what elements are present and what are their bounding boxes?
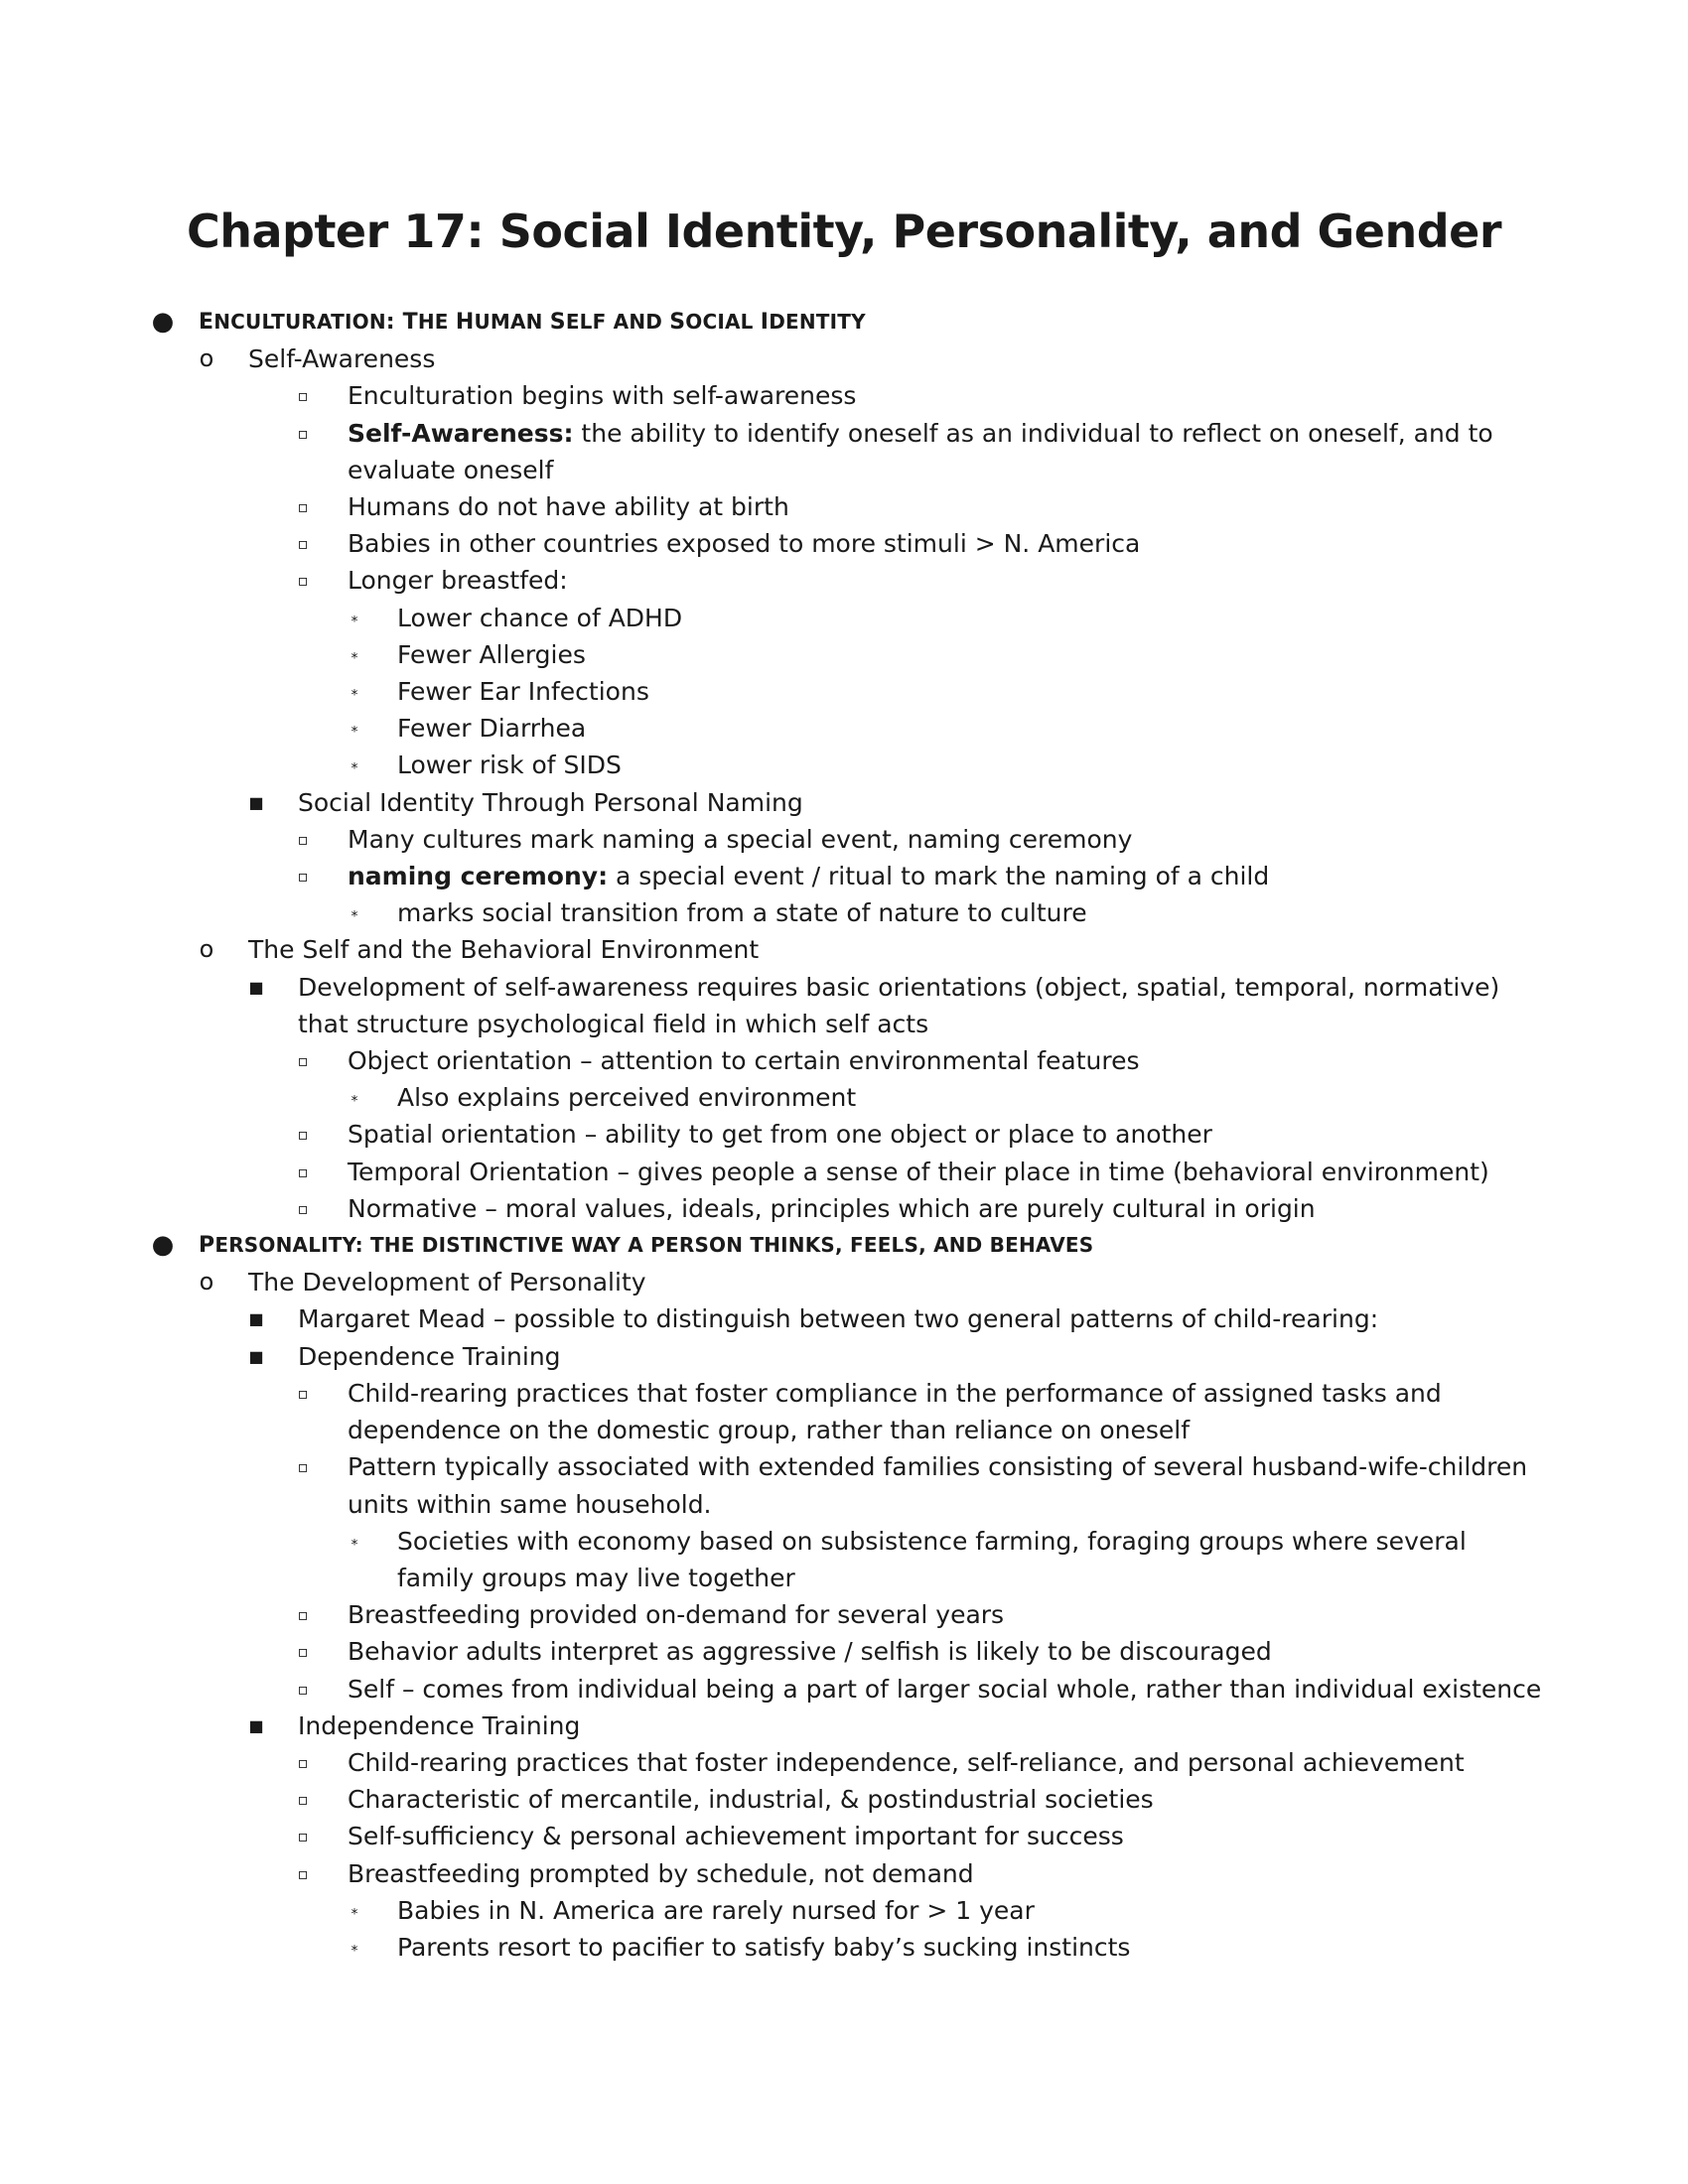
- list-item: ■ Margaret Mead – possible to distinguish between two general patterns of child-rearing:: [0, 1300, 1549, 1337]
- bullet-square-icon: ▫: [297, 571, 309, 591]
- bullet-square-icon: ▫: [297, 534, 309, 554]
- subtopic-self-awareness: o Self-Awareness: [0, 341, 1539, 377]
- list-item: ⁎ Lower risk of SIDS: [0, 747, 1549, 783]
- list-item: ▫ Characteristic of mercantile, industrial, & postindustrial societies: [0, 1781, 1549, 1818]
- bullet-filled-square-icon: ■: [248, 1309, 264, 1329]
- list-item: ⁎ Fewer Ear Infections: [0, 673, 1549, 710]
- list-item: ⁎ Also explains perceived environment: [0, 1079, 1549, 1116]
- subtopic-dependence-training: ■ Dependence Training: [0, 1338, 1549, 1375]
- bullet-filled-square-icon: ■: [248, 792, 264, 812]
- bullet-circle-icon: o: [199, 935, 214, 964]
- list-item: ▫ Many cultures mark naming a special event, naming ceremony: [0, 821, 1549, 858]
- subtopic-behavioral-environment: o The Self and the Behavioral Environment: [0, 931, 1539, 968]
- bullet-asterisk-icon: ⁎: [351, 645, 358, 662]
- list-item: ▫ Normative – moral values, ideals, principles which are purely cultural in origin: [0, 1190, 1549, 1227]
- list-item: ▫ Pattern typically associated with extended families consisting of several husband-wife-children units within same household.: [0, 1448, 1549, 1522]
- list-item: ▫ Behavior adults interpret as aggressive / selfish is likely to be discouraged: [0, 1633, 1549, 1670]
- bullet-square-icon: ▫: [297, 423, 309, 443]
- bullet-square-icon: ▫: [297, 1125, 309, 1145]
- list-item: ▫ Child-rearing practices that foster independence, self-reliance, and personal achievement: [0, 1744, 1549, 1781]
- bullet-asterisk-icon: ⁎: [351, 1901, 358, 1918]
- list-item: ⁎ marks social transition from a state of nature to culture: [0, 894, 1549, 931]
- bullet-circle-icon: o: [199, 1268, 214, 1297]
- bullet-filled-square-icon: ■: [248, 1715, 264, 1735]
- subtopic-personal-naming: ■ Social Identity Through Personal Naming: [0, 784, 1549, 821]
- bullet-asterisk-icon: ⁎: [351, 720, 358, 737]
- term-naming-ceremony: naming ceremony:: [348, 862, 609, 891]
- bullet-square-icon: ▫: [297, 1790, 309, 1810]
- bullet-square-icon: ▫: [297, 1051, 309, 1071]
- list-item: ▫ Breastfeeding prompted by schedule, not demand: [0, 1855, 1549, 1892]
- subtopic-development-of-personality: o The Development of Personality: [0, 1264, 1539, 1300]
- notes-outline: [0, 304, 1688, 1966]
- bullet-square-icon: ▫: [297, 1457, 309, 1477]
- bullet-square-icon: ▫: [297, 1679, 309, 1699]
- section-heading-text: PERSONALITY: THE DISTINCTIVE WAY A PERSON THINKS, FEELS, AND BEHAVES: [199, 1233, 1094, 1259]
- list-item: ⁎ Fewer Diarrhea: [0, 710, 1549, 747]
- bullet-square-icon: ▫: [297, 829, 309, 849]
- bullet-square-icon: ▫: [297, 1605, 309, 1625]
- bullet-square-icon: ▫: [297, 1642, 309, 1662]
- section-heading-enculturation: [0, 304, 1539, 341]
- bullet-disc-icon: ●: [151, 307, 175, 337]
- section-heading-personality: [0, 1227, 1539, 1264]
- bullet-asterisk-icon: ⁎: [351, 1532, 358, 1549]
- bullet-asterisk-icon: ⁎: [351, 683, 358, 700]
- bullet-square-icon: ▫: [297, 1198, 309, 1218]
- list-item: ⁎ Societies with economy based on subsistence farming, foraging groups where several family groups may live together: [0, 1523, 1549, 1596]
- list-item: ▫ Child-rearing practices that foster compliance in the performance of assigned tasks and dependence on the domestic group, rather than reliance on oneself: [0, 1375, 1549, 1448]
- bullet-square-icon: ▫: [297, 1827, 309, 1846]
- bullet-asterisk-icon: ⁎: [351, 609, 358, 625]
- bullet-asterisk-icon: ⁎: [351, 904, 358, 921]
- list-item: ▫ Breastfeeding provided on-demand for several years: [0, 1596, 1549, 1633]
- list-item: ▫ Self – comes from individual being a part of larger social whole, rather than individual existence: [0, 1671, 1549, 1707]
- list-item: ⁎ Parents resort to pacifier to satisfy baby’s sucking instincts: [0, 1929, 1549, 1966]
- list-item: ▫ Object orientation – attention to certain environmental features: [0, 1042, 1549, 1079]
- list-item: ▫ Self-Awareness: the ability to identify oneself as an individual to reflect on oneself, and to evaluate oneself: [0, 415, 1549, 488]
- list-item: ▫ Enculturation begins with self-awareness: [0, 377, 1549, 414]
- bullet-square-icon: ▫: [297, 1383, 309, 1403]
- list-item: ▫ naming ceremony: a special event / ritual to mark the naming of a child: [0, 858, 1549, 894]
- bullet-filled-square-icon: ■: [248, 1346, 264, 1366]
- list-item: ▫ Babies in other countries exposed to more stimuli > N. America: [0, 525, 1549, 562]
- list-item: ▫ Longer breastfed:: [0, 562, 1549, 599]
- bullet-square-icon: ▫: [297, 1161, 309, 1181]
- bullet-asterisk-icon: ⁎: [351, 756, 358, 773]
- subtopic-independence-training: ■ Independence Training: [0, 1707, 1549, 1744]
- bullet-filled-square-icon: ■: [248, 977, 264, 997]
- term-self-awareness: Self-Awareness:: [348, 418, 574, 448]
- list-item: ▫ Humans do not have ability at birth: [0, 488, 1549, 525]
- list-item: ▫ Spatial orientation – ability to get from one object or place to another: [0, 1116, 1549, 1153]
- list-item: ⁎ Lower chance of ADHD: [0, 600, 1549, 636]
- bullet-circle-icon: o: [199, 344, 214, 373]
- list-item: ▫ Temporal Orientation – gives people a sense of their place in time (behavioral environment): [0, 1154, 1549, 1190]
- bullet-square-icon: ▫: [297, 1752, 309, 1772]
- bullet-asterisk-icon: ⁎: [351, 1089, 358, 1106]
- bullet-square-icon: ▫: [297, 1863, 309, 1883]
- bullet-disc-icon: ●: [151, 1230, 175, 1261]
- list-item: ⁎ Babies in N. America are rarely nursed for > 1 year: [0, 1892, 1549, 1929]
- bullet-asterisk-icon: ⁎: [351, 1938, 358, 1955]
- list-item: ▫ Self-sufficiency & personal achievement important for success: [0, 1818, 1549, 1854]
- bullet-square-icon: ▫: [297, 497, 309, 517]
- list-item: ■ Development of self-awareness requires basic orientations (object, spatial, temporal, normative) that structure psychological field in which self acts: [0, 969, 1549, 1042]
- list-item: ⁎ Fewer Allergies: [0, 636, 1549, 673]
- section-heading-text: ENCULTURATION: THE HUMAN SELF AND SOCIAL IDENTITY: [199, 310, 866, 335]
- bullet-square-icon: ▫: [297, 386, 309, 406]
- page-title: Chapter 17: Social Identity, Personality, and Gender: [186, 205, 1502, 258]
- bullet-square-icon: ▫: [297, 867, 309, 887]
